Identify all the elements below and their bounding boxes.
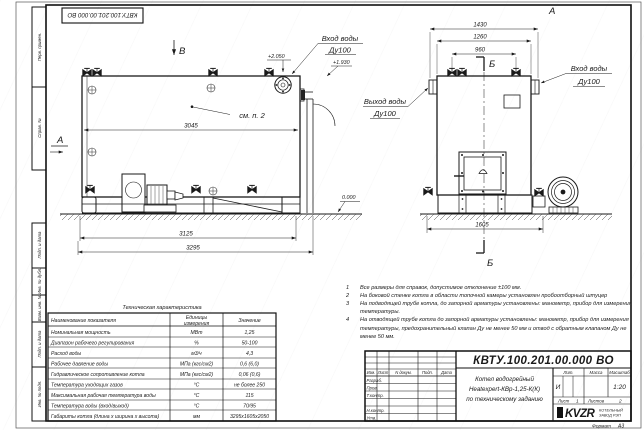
svg-text:°С: °С: [193, 403, 200, 410]
margin-label: Инв. № подл.: [37, 380, 42, 408]
svg-text:Дата: Дата: [441, 370, 452, 375]
dim-1430: 1430: [473, 22, 487, 29]
svg-text:Температура уходящих газов: Температура уходящих газов: [51, 382, 123, 389]
svg-text:3295х1605х2050: 3295х1605х2050: [229, 414, 270, 420]
notes-list: [344, 284, 634, 341]
inlet-label-1: Вход воды: [321, 34, 359, 43]
svg-text:Температура воды (вход/выход): Температура воды (вход/выход): [51, 403, 129, 410]
scale-value: 1:20: [613, 384, 626, 391]
note-item: [344, 292, 634, 300]
svg-text:Габариты котла (длина х ширина: Габариты котла (длина х ширина х высота): [51, 414, 160, 420]
svg-text:Лист: Лист: [377, 370, 389, 375]
svg-text:70/95: 70/95: [243, 403, 256, 410]
level-1930: +1.930: [333, 60, 350, 66]
logo-sub2: ЗАВОД РЭП: [599, 413, 621, 418]
format-value: А3: [618, 423, 625, 430]
view-mark-b: В: [179, 46, 186, 57]
svg-text:Пров.: Пров.: [366, 385, 378, 391]
doc-number: КВТУ.100.201.00.000 ВО: [473, 355, 614, 367]
svg-text:Листов: Листов: [588, 398, 604, 404]
svg-text:Гидравлическое сопротивление к: Гидравлическое сопротивление котла: [51, 372, 145, 378]
dim-3295: 3295: [186, 244, 200, 252]
blower-assembly: [122, 174, 183, 212]
svg-text:Масштаб: Масштаб: [609, 370, 630, 375]
svg-text:МПа (кгс/см2): МПа (кгс/см2): [179, 372, 214, 378]
svg-text:0,06 (0,6): 0,06 (0,6): [238, 372, 261, 378]
note-text: Все размеры для справок, допустимое отклонение ±100 мм.: [360, 285, 522, 291]
svg-text:МПа (кгс/см2): МПа (кгс/см2): [179, 361, 214, 368]
margin-label: Справ. №: [37, 118, 42, 138]
tech-col-value: Значение: [238, 318, 261, 324]
outlet-label-2: Ду100: [374, 109, 396, 118]
tech-table: [48, 305, 276, 421]
tech-col-name: Наименование показателя: [51, 318, 116, 324]
desc-line3: по техническому заданию: [466, 396, 543, 403]
note-text: На боковой стенке котла в области топочной камеры установлен пробоотборный штуцер: [360, 293, 608, 300]
tech-col-units: измерения: [183, 321, 210, 327]
dim-3045: 3045: [184, 122, 198, 130]
svg-text:4,3: 4,3: [245, 351, 254, 357]
logo-mark: [557, 407, 563, 418]
note-item: [344, 284, 634, 292]
margin-label: Подп. и дата: [37, 330, 42, 358]
view-mark-a: А: [57, 135, 64, 146]
note-item: [344, 316, 634, 340]
tech-col-units: Единицы: [185, 315, 208, 321]
svg-text:°С: °С: [193, 393, 200, 399]
svg-text:1,25: 1,25: [244, 330, 255, 336]
svg-text:не более 250: не более 250: [233, 382, 266, 389]
dim-960: 960: [474, 47, 486, 54]
see-note-label: см. п. 2: [239, 111, 265, 120]
front-base: [438, 195, 532, 213]
water-inlet-flange: [275, 77, 291, 93]
outlet-pipe: [300, 89, 335, 213]
svg-text:Масса: Масса: [589, 370, 603, 375]
support-skid: [82, 197, 300, 213]
top-stamp-number: КВТУ.100.201.00.000 ВО: [67, 11, 138, 19]
dim-1260: 1260: [473, 34, 487, 41]
svg-text:Лист: Лист: [558, 398, 570, 404]
lit-value: И: [555, 384, 561, 391]
level-0000: 0.000: [342, 195, 356, 201]
title-block: [365, 351, 631, 421]
svg-text:Т.контр.: Т.контр.: [366, 392, 384, 398]
logo-text: KVZR: [565, 408, 595, 420]
note-number: 1: [346, 285, 350, 291]
note-number: 4: [346, 317, 350, 324]
margin-label: Инв. № дубл.: [37, 267, 42, 295]
svg-text:мм: мм: [193, 414, 200, 420]
svg-text:Расход воды: Расход воды: [51, 351, 82, 357]
dim-3125: 3125: [179, 230, 193, 238]
format-label: Формат: [592, 424, 612, 430]
section-b-bottom: Б: [487, 258, 494, 269]
svg-text:м3/ч: м3/ч: [191, 351, 202, 357]
note-number: 2: [346, 293, 350, 300]
note-item: [344, 300, 634, 316]
svg-text:°С: °С: [193, 382, 200, 389]
inlet-flange: [531, 80, 539, 94]
svg-text:N докум.: N докум.: [395, 370, 412, 375]
svg-text:%: %: [194, 340, 199, 347]
svg-text:Подп.: Подп.: [422, 370, 433, 375]
outlet-label-1: Выход воды: [363, 97, 407, 106]
inlet-label-r1: Вход воды: [570, 64, 608, 73]
svg-text:Диапазон рабочего регулировани: Диапазон рабочего регулирования: [51, 340, 135, 347]
svg-text:МВт: МВт: [190, 330, 203, 336]
outlet-flange: [429, 80, 437, 94]
section-b-top: Б: [489, 59, 496, 70]
inlet-label-2: Ду100: [329, 45, 351, 55]
svg-text:1: 1: [576, 399, 579, 405]
front-view: [420, 6, 612, 269]
margin-label: Перв. примен.: [37, 32, 42, 62]
svg-text:115: 115: [245, 393, 254, 399]
side-view-dimensions: [50, 34, 363, 255]
inlet-label-r2: Ду100: [578, 77, 600, 86]
svg-text:Максимальная рабочая температу: Максимальная рабочая температура воды: [51, 393, 156, 399]
margin-label: Взам. инв. №: [37, 294, 42, 322]
note-text: На подводящей трубе котла, до запорной арматуры установлены: манометр, прибор для измерения температуры.: [360, 301, 632, 316]
svg-text:Разраб.: Разраб.: [366, 377, 383, 383]
front-view-label: А: [549, 6, 556, 17]
svg-text:2: 2: [619, 399, 622, 405]
svg-text:0,6 (6,0): 0,6 (6,0): [240, 361, 259, 368]
note-number: 3: [346, 301, 350, 308]
svg-text:Рабочее давление воды: Рабочее давление воды: [51, 361, 109, 368]
desc-line2: Heatexpert-КВр-1,25-К(К): [468, 386, 541, 393]
svg-text:Н.контр.: Н.контр.: [366, 407, 385, 413]
logo-sub1: КОТЕЛЬНЫЙ: [599, 408, 623, 413]
svg-text:50-100: 50-100: [241, 340, 258, 347]
dim-1605: 1605: [475, 222, 489, 229]
desc-line1: Котел водогрейный: [475, 376, 534, 383]
svg-text:Утв.: Утв.: [366, 415, 377, 421]
level-2050: +2.050: [268, 54, 285, 60]
margin-label: Подп. и дата: [37, 231, 42, 259]
svg-text:Лит.: Лит.: [563, 370, 574, 375]
svg-text:Изм.: Изм.: [366, 370, 376, 375]
note-text: На отводящей трубе котла до запорной арматуры установлены: манометр, прибор для измерения температуры, предохранительный клапан Ду не менее 50 мм и отвод с обратным клапаном Ду не менее 50 мм.: [360, 317, 629, 340]
furnace-door: [454, 152, 506, 194]
svg-text:Номинальная мощность: Номинальная мощность: [51, 330, 111, 336]
tech-table-title: Техническая характеристика: [122, 305, 202, 311]
front-blower: [533, 177, 578, 213]
